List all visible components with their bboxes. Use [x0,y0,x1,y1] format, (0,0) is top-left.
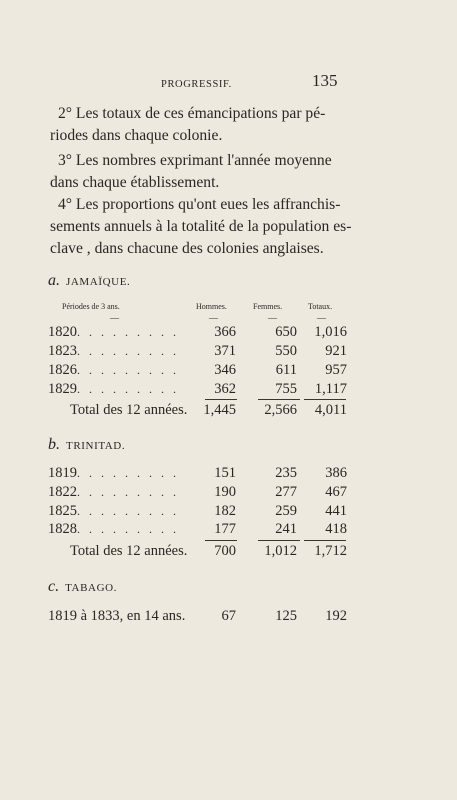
row-year: 1822 [48,484,77,500]
total-men: 700 [214,543,236,559]
column-dash: — [268,313,277,323]
cell-total: 1,117 [314,381,347,397]
row-year: 1825 [48,503,77,519]
paragraph-4 [50,194,351,260]
cell-men: 182 [214,503,236,519]
cell-women: 125 [275,608,297,624]
cell-women: 259 [275,503,297,519]
section-heading-jamaique [48,272,130,290]
column-header-periods: Périodes de 3 ans. [62,302,120,311]
sum-rule [205,399,237,400]
running-header: PROGRESSIF. [161,79,232,90]
leader-dots: . . . . . . . . . [77,382,179,396]
section-letter: a. [48,272,60,289]
leader-dots: . . . . . . . . . [77,363,179,377]
sum-rule [304,540,346,541]
row-year: 1819 [48,465,77,481]
cell-women: 550 [275,343,297,359]
text-line: dans chaque établissement. [50,174,220,191]
total-total: 4,011 [314,402,347,418]
section-letter: b. [48,436,60,453]
row-year: 1826 [48,362,77,378]
row-label: 1819 à 1833, en 14 ans. [48,608,186,624]
cell-women: 241 [275,521,297,537]
cell-total: 192 [325,608,347,624]
total-men: 1,445 [203,402,236,418]
cell-women: 650 [275,324,297,340]
section-name: TABAGO. [65,582,118,594]
sum-rule [258,399,300,400]
page-number: 135 [312,71,338,90]
column-dash: — [317,313,326,323]
sum-rule [258,540,300,541]
column-dash: — [110,313,119,323]
cell-total: 467 [325,484,347,500]
row-year: 1829 [48,381,77,397]
leader-dots: . . . . . . . . . [77,344,179,358]
cell-women: 277 [275,484,297,500]
column-header-men: Hommes. [196,302,227,311]
cell-women: 235 [275,465,297,481]
cell-men: 371 [214,343,236,359]
section-name: TRINITAD. [66,440,126,452]
sum-rule [304,399,346,400]
section-letter: c. [48,578,60,595]
cell-total: 1,016 [314,324,347,340]
cell-women: 755 [275,381,297,397]
cell-men: 190 [214,484,236,500]
leader-dots: . . . . . . . . . [77,466,179,480]
total-women: 1,012 [264,543,297,559]
text-line: 2° Les totaux de ces émancipations par pé- [58,105,326,122]
sum-rule [205,540,237,541]
column-header-women: Femmes. [253,302,283,311]
cell-men: 151 [214,465,236,481]
row-year: 1820 [48,324,77,340]
cell-total: 418 [325,521,347,537]
total-total: 1,712 [314,543,347,559]
leader-dots: . . . . . . . . . [77,504,179,518]
text-line: sements annuels à la totalité de la population es- [50,218,352,235]
cell-men: 362 [214,381,236,397]
row-year: 1823 [48,343,77,359]
text-line: 4° Les proportions qu'ont eues les affranchis- [58,196,341,213]
leader-dots: . . . . . . . . . [77,522,179,536]
column-dash: — [209,313,218,323]
cell-total: 441 [325,503,347,519]
cell-total: 921 [325,343,347,359]
cell-men: 67 [221,608,236,624]
cell-men: 177 [214,521,236,537]
text-line: 3° Les nombres exprimant l'année moyenne [58,152,332,169]
cell-men: 366 [214,324,236,340]
section-name: JAMAÏQUE. [66,276,131,288]
total-label: Total des 12 années. [70,543,188,559]
leader-dots: . . . . . . . . . [77,485,179,499]
paragraph-3 [50,150,332,194]
leader-dots: . . . . . . . . . [77,325,179,339]
cell-total: 386 [325,465,347,481]
total-women: 2,566 [264,402,297,418]
section-heading-tabago [48,578,117,596]
cell-total: 957 [325,362,347,378]
section-heading-trinitad [48,436,125,454]
cell-women: 611 [275,362,297,378]
column-header-totals: Totaux. [308,302,333,311]
cell-men: 346 [214,362,236,378]
paragraph-2 [50,103,325,147]
text-line: clave , dans chacune des colonies anglaises. [50,240,324,257]
row-year: 1828 [48,521,77,537]
total-label: Total des 12 années. [70,402,188,418]
text-line: riodes dans chaque colonie. [50,127,223,144]
